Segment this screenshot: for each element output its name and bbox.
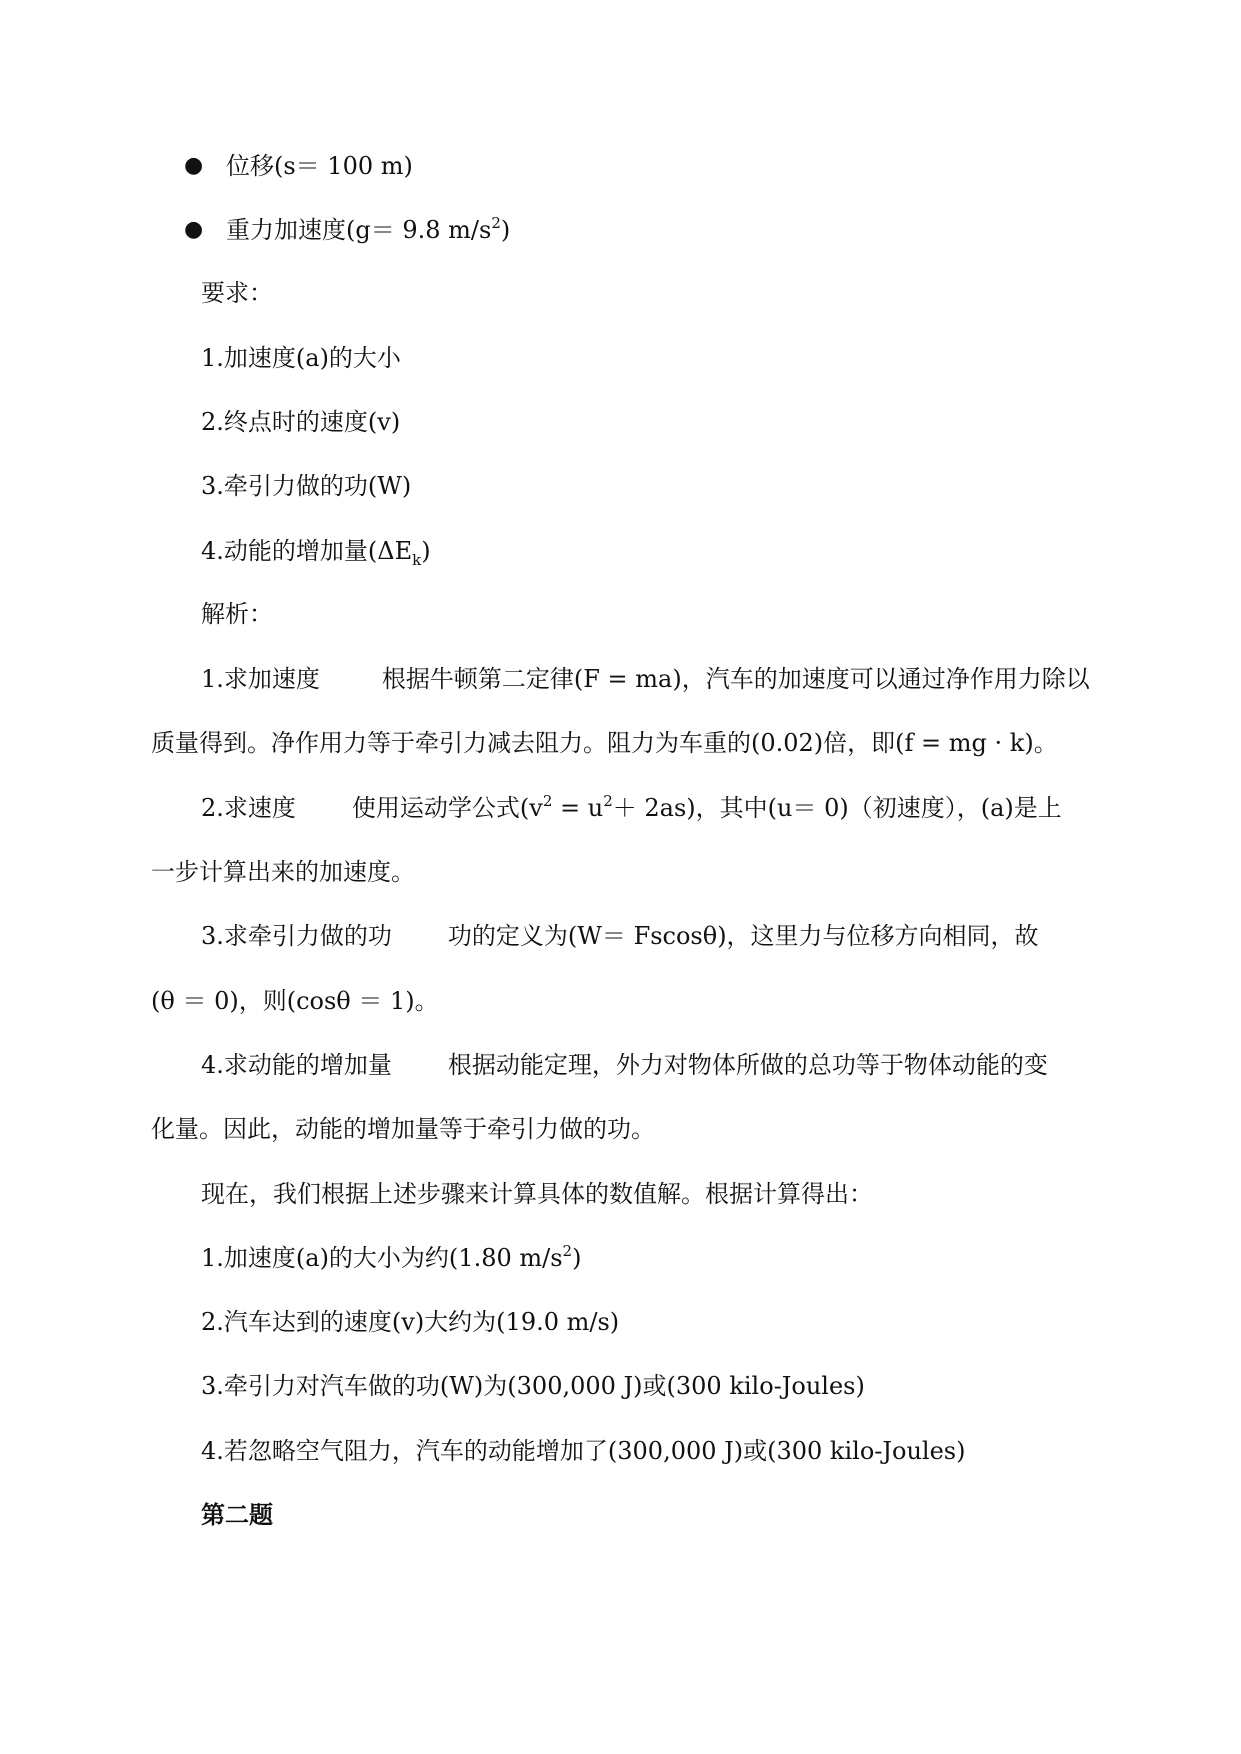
bullet-icon: ● xyxy=(184,217,204,242)
result-item: 4.若忽略空气阻力，汽车的动能增加了(300,000 J)或(300 kilo-Joules) xyxy=(201,1437,966,1465)
section-heading: 第二题 xyxy=(201,1500,273,1529)
analysis-step-1-cont: 质量得到。净作用力等于牵引力减去阻力。阻力为车重的(0.02)倍，即(f = mg · k)。 xyxy=(151,729,1058,757)
analysis-step-3-cont: (θ ＝ 0)，则(cosθ ＝ 1)。 xyxy=(151,987,439,1015)
analysis-step-3: 3.求牵引力做的功 功的定义为(W＝ Fscosθ)，这里力与位移方向相同，故 xyxy=(201,922,1039,950)
bullet-icon: ● xyxy=(184,153,204,178)
requirements-heading: 要求： xyxy=(201,279,273,307)
result-item: 3.牵引力对汽车做的功(W)为(300,000 J)或(300 kilo-Joules) xyxy=(201,1372,865,1400)
requirement-item: 4.动能的增加量$(\Delta E_k)$ xyxy=(201,537,431,569)
result-item: 2.汽车达到的速度(v)大约为(19.0 m/s) xyxy=(201,1308,620,1336)
requirement-item: 2.终点时的速度(v) xyxy=(201,408,401,436)
analysis-step-4-cont: 化量。因此，动能的增加量等于牵引力做的功。 xyxy=(151,1115,655,1143)
requirement-item: 1.加速度(a)的大小 xyxy=(201,344,401,372)
given-item-displacement: 位移(s＝ 100 m) xyxy=(226,152,413,180)
given-item-gravity: 重力加速度(g＝ 9.8 $m/s^2$) xyxy=(226,214,511,244)
analysis-step-4: 4.求动能的增加量 根据动能定理，外力对物体所做的总功等于物体动能的变 xyxy=(201,1051,1048,1079)
analysis-step-2: 2.求速度 使用运动学公式$(v^2 = u^2+ 2as)$，其中(u＝ 0)（初速度），(a)是上 xyxy=(201,792,1062,822)
analysis-step-1: 1.求加速度 根据牛顿第二定律(F = ma)，汽车的加速度可以通过净作用力除以 xyxy=(201,665,1090,693)
analysis-heading: 解析： xyxy=(201,600,273,628)
result-item: 1.加速度(a)的大小为约(1.80 $m/s^2$) xyxy=(201,1242,582,1272)
requirement-item: 3.牵引力做的功(W) xyxy=(201,472,412,500)
results-intro: 现在，我们根据上述步骤来计算具体的数值解。根据计算得出： xyxy=(201,1180,873,1208)
analysis-step-2-cont: 一步计算出来的加速度。 xyxy=(151,858,415,886)
